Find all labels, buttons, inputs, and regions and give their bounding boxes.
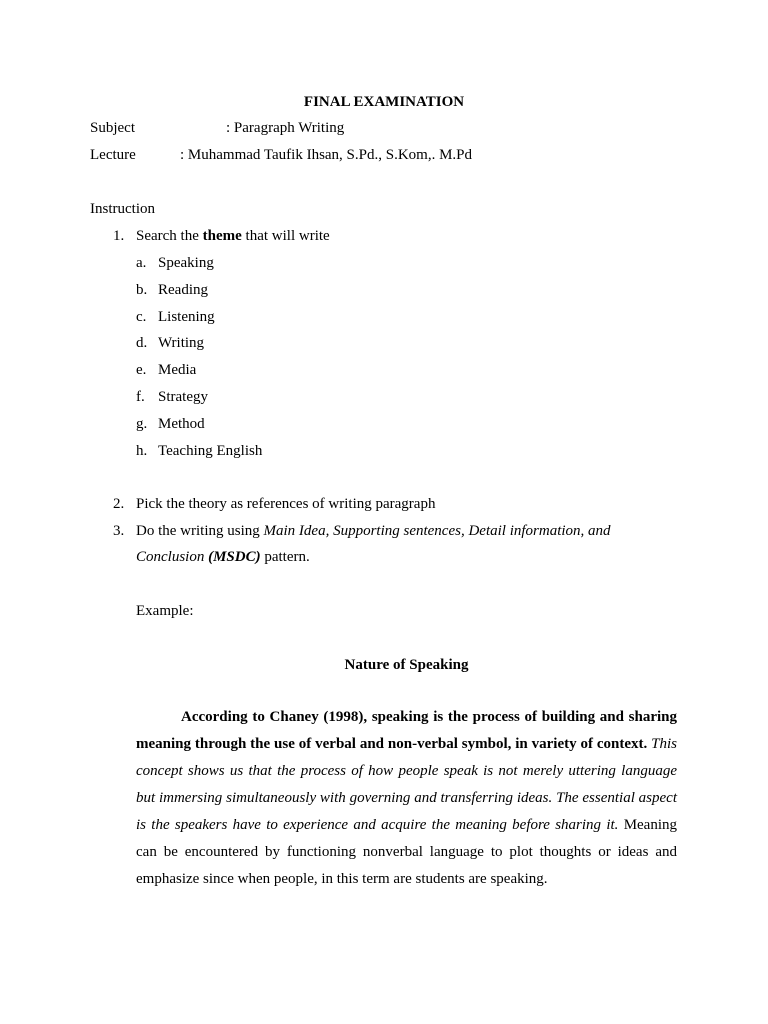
instruction-text-italic: Conclusion xyxy=(136,549,209,565)
list-marker: d. xyxy=(136,335,148,351)
list-item-text: Reading xyxy=(158,282,208,298)
instruction-text-part: that will write xyxy=(241,228,330,244)
paragraph-italic-sentence: This concept shows us that the process of how people speak is not merely uttering language but immersing simultaneously with governing and transferring ideas. The essential aspect is the speakers have to experience and acquire the meaning before sharing it. xyxy=(136,736,678,833)
instruction-text-part: Do the writing using xyxy=(136,523,264,539)
list-item-text: Teaching English xyxy=(158,443,263,459)
list-item-text: Method xyxy=(158,416,205,432)
list-item-text: Media xyxy=(158,362,197,378)
subject-label: Subject xyxy=(90,120,135,136)
example-title: Nature of Speaking xyxy=(344,657,469,673)
paragraph-bold-sentence: According to Chaney (1998), speaking is the process of building and sharing meaning through the use of verbal and non-verbal symbol, in variety of context. xyxy=(136,709,677,752)
list-marker: f. xyxy=(136,389,145,405)
list-marker: e. xyxy=(136,362,147,378)
instruction-text xyxy=(136,521,611,541)
lecture-value: : Muhammad Taufik Ihsan, S.Pd., S.Kom,. M.Pd xyxy=(180,147,473,163)
list-item-text: Writing xyxy=(158,335,205,351)
example-paragraph xyxy=(136,704,677,893)
list-item-text: Speaking xyxy=(158,255,214,271)
document-title: FINAL EXAMINATION xyxy=(303,94,465,110)
list-item-text: Listening xyxy=(158,309,215,325)
instruction-text xyxy=(136,226,330,246)
list-marker: b. xyxy=(136,282,148,298)
instruction-number: 2. xyxy=(113,496,125,512)
subject-value: : Paragraph Writing xyxy=(226,120,345,136)
instruction-text-part: pattern. xyxy=(260,549,310,565)
instruction-number: 1. xyxy=(113,228,125,244)
instruction-text-part: Search the xyxy=(136,228,203,244)
instruction-number: 3. xyxy=(113,523,125,539)
list-item-text: Strategy xyxy=(158,389,208,405)
instruction-text-bold-italic: (MSDC) xyxy=(208,549,261,565)
example-label: Example: xyxy=(136,603,194,619)
instruction-text-italic: Main Idea, Supporting sentences, Detail information, and xyxy=(263,523,611,539)
list-marker: c. xyxy=(136,309,147,325)
list-marker: h. xyxy=(136,443,148,459)
lecture-label: Lecture xyxy=(90,147,136,163)
instruction-text: Pick the theory as references of writing paragraph xyxy=(136,496,436,512)
instruction-text-bold: theme xyxy=(202,228,242,244)
list-marker: a. xyxy=(136,255,147,271)
instruction-heading: Instruction xyxy=(90,201,155,217)
list-marker: g. xyxy=(136,416,148,432)
paragraph-normal-sentence: Meaning can be encountered by functioning nonverbal language to plot thoughts or ideas and emphasize since when people, in this term are students are speaking. xyxy=(136,817,678,887)
instruction-item-3-continued xyxy=(136,547,310,567)
